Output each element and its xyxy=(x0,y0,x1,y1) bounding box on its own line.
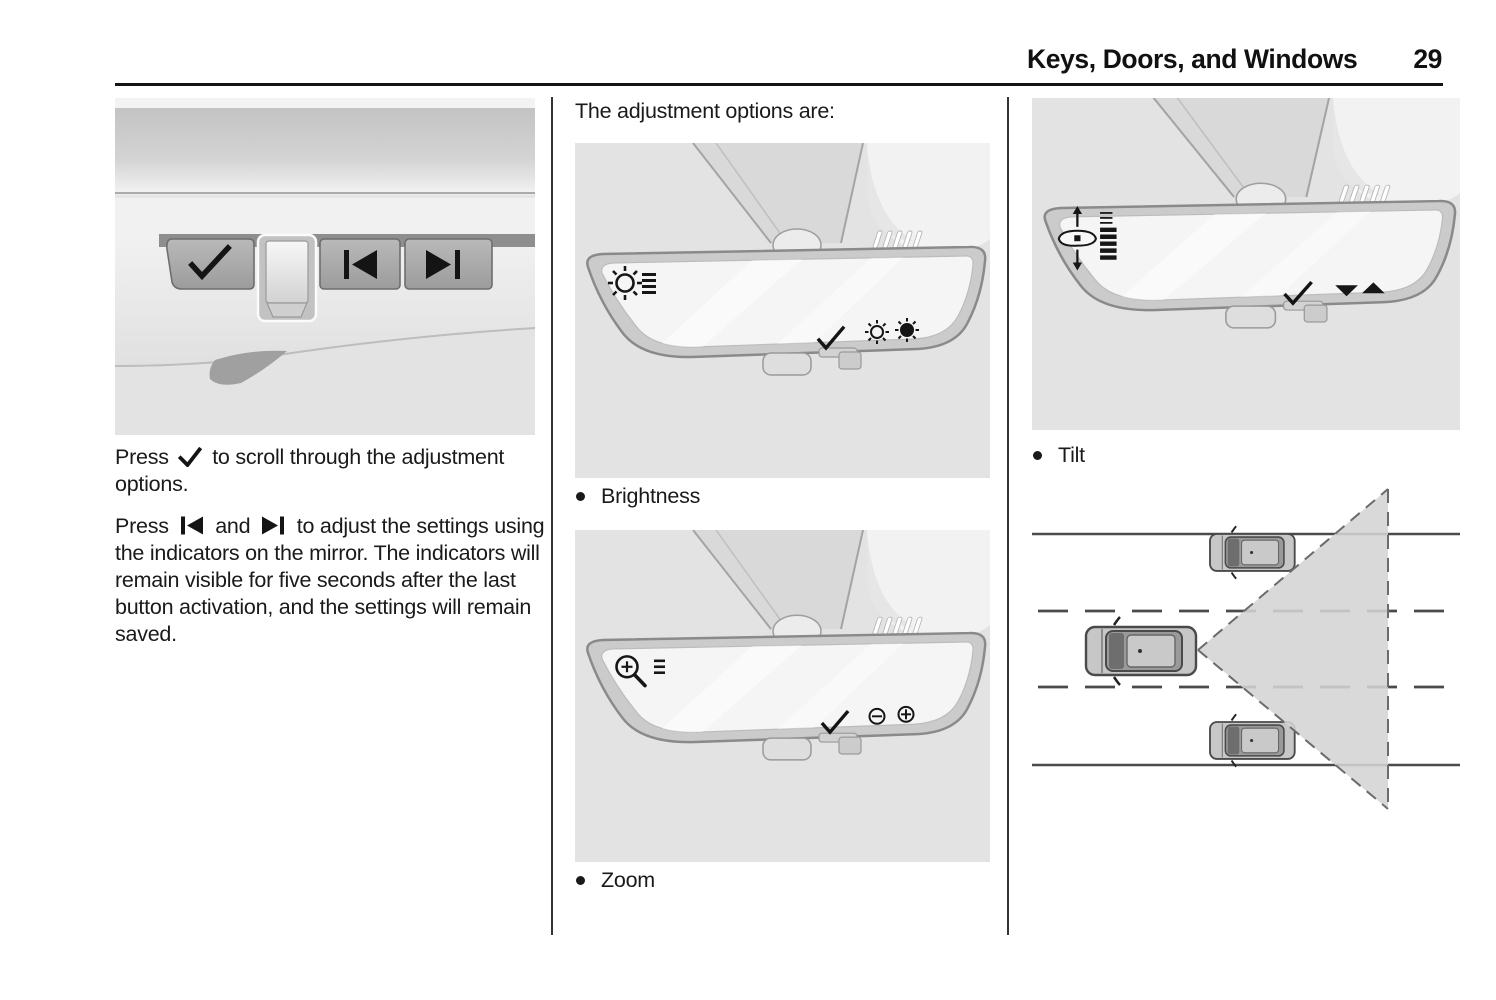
checkmark-icon xyxy=(178,447,202,467)
adjustment-options-intro: The adjustment options are: xyxy=(575,99,835,123)
text: and xyxy=(215,514,251,538)
figure-mirror-buttons xyxy=(115,98,535,435)
text: Press xyxy=(115,445,169,469)
bullet-label: Tilt xyxy=(1058,443,1085,467)
figure-mirror-zoom xyxy=(575,530,990,862)
bullet-brightness xyxy=(576,484,700,509)
page-header xyxy=(1027,44,1442,75)
chapter-title: Keys, Doors, and Windows xyxy=(1027,44,1358,74)
bullet-tilt xyxy=(1033,443,1085,468)
paragraph-scroll-options xyxy=(115,444,555,498)
sensor-window xyxy=(258,235,316,321)
skip-forward-icon xyxy=(260,515,287,536)
car-driver xyxy=(1086,617,1196,685)
left-column-text xyxy=(115,444,555,663)
text: to adjust the settings using the indicators on the mirror. The indicators will remain visible for five seconds after the last button activation, and the settings will remain saved. xyxy=(115,514,545,646)
skip-back-button xyxy=(320,239,400,289)
paragraph-adjust-settings xyxy=(115,513,555,648)
skip-forward-button xyxy=(405,239,492,289)
bullet-dot xyxy=(576,876,585,885)
figure-tilt-zone-diagram xyxy=(1032,487,1460,817)
car-adjacent-bottom xyxy=(1210,714,1295,766)
bullet-zoom xyxy=(576,868,655,893)
column-divider-2 xyxy=(1007,97,1009,935)
car-adjacent-top xyxy=(1210,526,1295,578)
figure-mirror-brightness xyxy=(575,143,990,478)
text: to scroll through the adjustment options. xyxy=(115,445,505,496)
checkmark-button xyxy=(167,239,254,289)
bullet-label: Zoom xyxy=(601,868,655,892)
bullet-dot xyxy=(1033,451,1042,460)
bullet-dot xyxy=(576,492,585,501)
skip-back-icon xyxy=(178,515,205,536)
text: Press xyxy=(115,514,169,538)
bullet-label: Brightness xyxy=(601,484,701,508)
figure-mirror-tilt xyxy=(1032,98,1460,430)
page-number: 29 xyxy=(1413,44,1442,74)
header-rule xyxy=(115,83,1443,86)
